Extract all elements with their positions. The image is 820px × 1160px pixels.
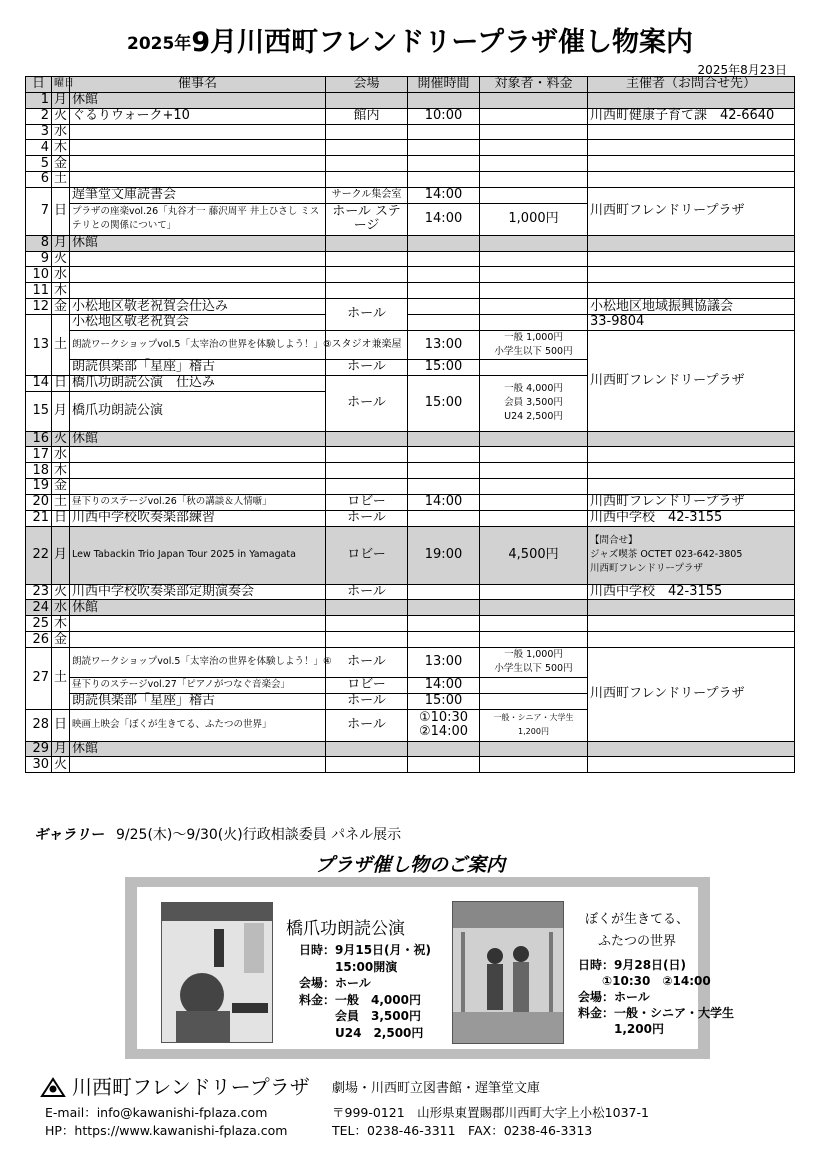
movie-poster-image (452, 901, 564, 1044)
weekday-cell: 日 (52, 510, 70, 526)
footer-facilities: 劇場・川西町立図書館・遅筆堂文庫 (332, 1081, 541, 1096)
table-row (26, 479, 795, 495)
header-fee: 対象者・料金 (480, 77, 588, 93)
footer-contact (45, 1104, 287, 1140)
venue-cell: サークル集会室 (326, 187, 408, 203)
day-cell: 20 (26, 494, 52, 510)
reading-info-line: 15:00開演 (299, 959, 398, 974)
day-cell: 3 (26, 124, 52, 140)
weekday-cell: 木 (52, 140, 70, 156)
fee-cell: 一般 1,000円 小学生以下 500円 (480, 647, 588, 677)
title-main: 9月川西町フレンドリープラザ催し物案内 (191, 27, 693, 58)
day-cell: 27 (26, 647, 52, 709)
table-row (26, 431, 795, 447)
weekday-cell: 月 (52, 741, 70, 757)
weekday-cell: 金 (52, 299, 70, 315)
reading-info-line: 料金：一般 4,000円 (299, 992, 421, 1007)
day-cell: 1 (26, 92, 52, 108)
fee-cell: 4,500円 (480, 526, 588, 584)
venue-cell: ホール (326, 299, 408, 331)
weekday-cell: 土 (52, 314, 70, 375)
organizer-cell: 川西町フレンドリープラザ (588, 647, 795, 741)
movie-info-line: 日時：9月28日(日) (578, 958, 687, 972)
weekday-cell: 月 (52, 391, 70, 431)
reading-poster-graphic (162, 903, 272, 1042)
fee-cell: 一般 4,000円 会員 3,500円 U24 2,500円 (480, 375, 588, 431)
venue-cell: ホール (326, 510, 408, 526)
day-cell: 5 (26, 156, 52, 172)
reading-event-info (299, 942, 431, 1041)
weekday-cell: 火 (52, 251, 70, 267)
day-cell: 12 (26, 299, 52, 315)
event-guide-panel (125, 877, 735, 1059)
page-title (0, 20, 820, 59)
reading-event-title: 橋爪功朗読公演 (286, 919, 405, 939)
weekday-cell: 木 (52, 283, 70, 299)
header-time: 開催時間 (408, 77, 480, 93)
weekday-cell: 火 (52, 108, 70, 124)
event-cell: 休館 (70, 235, 326, 251)
weekday-cell: 月 (52, 92, 70, 108)
movie-event-title: ぼくが生きてる、 ふたつの世界 (584, 912, 689, 949)
venue-cell: ホール (326, 375, 408, 431)
footer-logo (40, 1071, 310, 1100)
organizer-cell: 川西町フレンドリープラザ (588, 330, 795, 431)
time-cell: 15:00 (408, 359, 480, 375)
gallery-label: ギャラリー (34, 827, 104, 843)
event-cell: 小松地区敬老祝賀会 (70, 314, 326, 330)
movie-event-info (578, 957, 734, 1037)
day-cell: 24 (26, 600, 52, 616)
table-row (26, 510, 795, 526)
time-cell: ①10:30 ②14:00 (408, 709, 480, 741)
day-cell: 2 (26, 108, 52, 124)
day-cell: 15 (26, 391, 52, 431)
time-cell: 14:00 (408, 203, 480, 235)
day-cell: 9 (26, 251, 52, 267)
weekday-cell: 日 (52, 187, 70, 235)
footer-tel: TEL：0238-46-3311 FAX：0238-46-3313 (332, 1123, 593, 1138)
weekday-cell: 金 (52, 632, 70, 648)
weekday-cell: 日 (52, 375, 70, 391)
fee-cell: 一般・シニア・大学生 1,200円 (480, 709, 588, 741)
weekday-cell: 月 (52, 526, 70, 584)
reading-poster-image (161, 902, 273, 1043)
weekday-cell: 水 (52, 267, 70, 283)
day-cell: 8 (26, 235, 52, 251)
table-row (26, 647, 795, 677)
weekday-cell: 土 (52, 172, 70, 188)
table-row (26, 616, 795, 632)
table-row (26, 494, 795, 510)
footer-address-block (332, 1104, 649, 1140)
event-cell: 橋爪功朗読公演 仕込み (70, 375, 326, 391)
table-row (26, 584, 795, 600)
reading-info-line: 日時：9月15日(月・祝) (299, 943, 432, 957)
event-cell: 川西中学校吹奏楽部定期演奏会 (70, 584, 326, 600)
header-organizer: 主催者（お問合せ先） (588, 77, 795, 93)
gallery-notice (34, 824, 401, 844)
table-row (26, 187, 795, 203)
event-cell: 昼下りのステージvol.26「秋の講談＆人情噺」 (70, 494, 326, 510)
time-cell: 10:00 (408, 108, 480, 124)
day-cell: 7 (26, 187, 52, 235)
event-cell: 昼下りのステージvol.27「ピアノがつなぐ音楽会」 (70, 677, 326, 693)
table-row (26, 92, 795, 108)
venue-cell: 館内 (326, 108, 408, 124)
day-cell: 26 (26, 632, 52, 648)
table-row (26, 299, 795, 315)
day-cell: 29 (26, 741, 52, 757)
footer-name: 川西町フレンドリープラザ (72, 1075, 310, 1099)
table-row (26, 108, 795, 124)
venue-cell: ホール ステージ (326, 203, 408, 235)
fee-cell: 1,000円 (480, 203, 588, 235)
weekday-cell: 土 (52, 494, 70, 510)
movie-info-line: ①10:30 ②14:00 (578, 974, 711, 988)
time-cell: 14:00 (408, 187, 480, 203)
weekday-cell: 木 (52, 616, 70, 632)
weekday-cell: 木 (52, 463, 70, 479)
day-cell: 30 (26, 757, 52, 773)
weekday-cell: 日 (52, 709, 70, 741)
weekday-cell: 土 (52, 647, 70, 709)
day-cell: 17 (26, 447, 52, 463)
time-cell: 15:00 (408, 375, 480, 431)
weekday-cell: 火 (52, 757, 70, 773)
header-day: 日 (26, 77, 52, 93)
event-cell: プラザの座楽vol.26「丸谷才一 藤沢周平 井上ひさし ミステリとの関係について」 (70, 203, 326, 235)
table-row (26, 124, 795, 140)
schedule-table (25, 76, 795, 773)
table-row (26, 447, 795, 463)
table-row (26, 463, 795, 479)
event-cell: 遅筆堂文庫読書会 (70, 187, 326, 203)
table-row (26, 741, 795, 757)
movie-poster-graphic (453, 902, 563, 1043)
table-row (26, 283, 795, 299)
table-row (26, 314, 795, 330)
gallery-text: 9/25(木)～9/30(火)行政相談委員 パネル展示 (116, 827, 402, 843)
event-cell: 朗読倶楽部「星座」稽古 (70, 693, 326, 709)
table-header (26, 77, 795, 93)
fee-cell: 一般 1,000円 小学生以下 500円 (480, 330, 588, 359)
organizer-cell: 33-9804 (588, 314, 795, 330)
header-weekday: 曜日 (52, 77, 70, 93)
organizer-cell: 川西町健康子育て課 42-6640 (588, 108, 795, 124)
reading-info-line: 会員 3,500円 (299, 1009, 421, 1023)
table-row (26, 172, 795, 188)
organizer-cell: 【問合せ】 ジャズ喫茶 OCTET 023-642-3805 川西町フレンドリープラザ (588, 526, 795, 584)
table-row (26, 156, 795, 172)
time-cell: 15:00 (408, 693, 480, 709)
venue-cell: ホール (326, 647, 408, 677)
event-cell: 映画上映会「ぼくが生きてる、ふたつの世界」 (70, 709, 326, 741)
day-cell: 21 (26, 510, 52, 526)
event-cell: 橋爪功朗読公演 (70, 391, 326, 431)
venue-cell: ロビー (326, 677, 408, 693)
table-row (26, 235, 795, 251)
movie-info-line: 1,200円 (578, 1022, 664, 1036)
event-cell: 休館 (70, 92, 326, 108)
organizer-cell: 小松地区地域振興協議会 (588, 299, 795, 315)
venue-cell: ロビー (326, 494, 408, 510)
venue-cell: ホール (326, 359, 408, 375)
time-cell: 13:00 (408, 647, 480, 677)
weekday-cell: 金 (52, 479, 70, 495)
venue-cell: ホール (326, 709, 408, 741)
event-cell: 小松地区敬老祝賀会仕込み (70, 299, 326, 315)
table-row (26, 600, 795, 616)
time-cell: 19:00 (408, 526, 480, 584)
header-event: 催事名 (70, 77, 326, 93)
time-cell: 14:00 (408, 494, 480, 510)
day-cell: 14 (26, 375, 52, 391)
organizer-cell: 川西町フレンドリープラザ (588, 187, 795, 235)
weekday-cell: 水 (52, 447, 70, 463)
table-row (26, 140, 795, 156)
table-row (26, 251, 795, 267)
guide-title: プラザ催し物のご案内 (314, 854, 505, 876)
event-cell: 朗読ワークショップvol.5「太宰治の世界を体験しよう！」③ (70, 330, 326, 359)
table-row (26, 632, 795, 648)
day-cell: 6 (26, 172, 52, 188)
day-cell: 19 (26, 479, 52, 495)
day-cell: 13 (26, 314, 52, 375)
venue-cell: ロビー (326, 526, 408, 584)
footer-email[interactable]: E-mail：info@kawanishi-fplaza.com (45, 1105, 268, 1120)
weekday-cell: 火 (52, 431, 70, 447)
table-row (26, 330, 795, 359)
day-cell: 28 (26, 709, 52, 741)
day-cell: 18 (26, 463, 52, 479)
time-cell: 13:00 (408, 330, 480, 359)
venue-cell: ホール (326, 693, 408, 709)
issue-date: 2025年8月23日 (697, 63, 787, 77)
day-cell: 11 (26, 283, 52, 299)
event-cell: Lew Tabackin Trio Japan Tour 2025 in Yamagata (70, 526, 326, 584)
reading-info-line: 会場：ホール (299, 976, 371, 990)
time-cell: 14:00 (408, 677, 480, 693)
reading-info-line: U24 2,500円 (299, 1025, 424, 1040)
organizer-cell: 川西中学校 42-3155 (588, 510, 795, 526)
table-row (26, 757, 795, 773)
venue-cell: スタジオ兼楽屋 (326, 330, 408, 359)
weekday-cell: 火 (52, 584, 70, 600)
movie-info-line: 会場：ホール (578, 990, 650, 1004)
footer-address: 〒999-0121 山形県東置賜郡川西町大字上小松1037-1 (332, 1105, 649, 1120)
day-cell: 10 (26, 267, 52, 283)
venue-cell: ホール (326, 584, 408, 600)
table-row (26, 267, 795, 283)
organizer-cell: 川西町フレンドリープラザ (588, 494, 795, 510)
event-cell: 朗読倶楽部「星座」稽古 (70, 359, 326, 375)
event-cell: 休館 (70, 431, 326, 447)
event-cell: 休館 (70, 600, 326, 616)
organizer-cell: 川西中学校 42-3155 (588, 584, 795, 600)
event-cell: 朗読ワークショップvol.5「太宰治の世界を体験しよう！」④ (70, 647, 326, 677)
event-guide-inner (137, 887, 735, 1049)
footer-hp[interactable]: HP：https://www.kawanishi-fplaza.com (45, 1123, 288, 1138)
movie-info-line: 料金：一般・シニア・大学生 (578, 1006, 735, 1020)
event-cell: ぐるりウォーク+10 (70, 108, 326, 124)
weekday-cell: 金 (52, 156, 70, 172)
title-year: 2025年 (126, 34, 192, 54)
weekday-cell: 水 (52, 124, 70, 140)
day-cell: 16 (26, 431, 52, 447)
event-cell: 川西中学校吹奏楽部練習 (70, 510, 326, 526)
day-cell: 4 (26, 140, 52, 156)
weekday-cell: 月 (52, 235, 70, 251)
day-cell: 23 (26, 584, 52, 600)
event-cell: 休館 (70, 741, 326, 757)
day-cell: 25 (26, 616, 52, 632)
weekday-cell: 水 (52, 600, 70, 616)
plaza-logo-icon (40, 1076, 66, 1098)
day-cell: 22 (26, 526, 52, 584)
table-row (26, 526, 795, 584)
header-venue: 会場 (326, 77, 408, 93)
